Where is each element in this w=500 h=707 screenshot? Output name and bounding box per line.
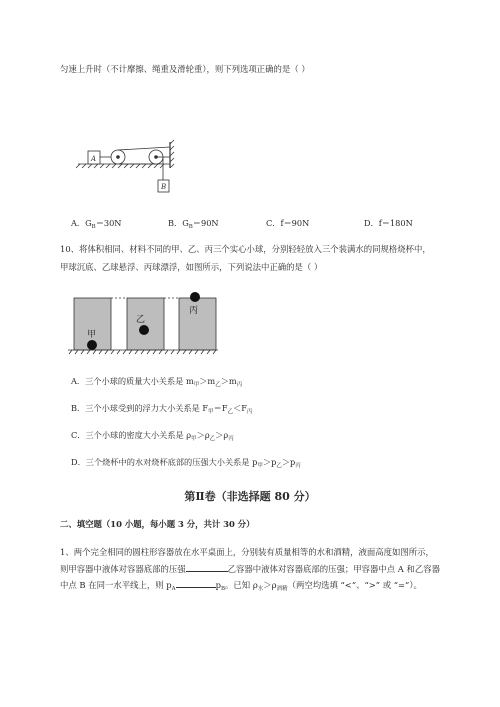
q1-line3: 中点 B 在同一水平线上，则 $p_A$ $p_B$。已知 $\rho_水>\rho_{酒精}$（两空均选填 “<”、“>” 或 “=”）。	[60, 580, 422, 592]
beaker-yi	[127, 298, 164, 350]
ball-bing	[190, 292, 200, 302]
q9-option-a[interactable]: A．$G_B=30N$	[71, 218, 122, 230]
q1-line1: 1、两个完全相同的圆柱形容器放在水平桌面上，分别装有质量相等的水和酒精，液面高度如图所示，	[60, 547, 434, 557]
svg-text:B: B	[161, 183, 167, 191]
ball-yi	[139, 325, 149, 335]
ball-jia	[87, 340, 97, 350]
q10-option-c[interactable]: C．三个小球的密度大小关系是 $\rho_甲>\rho_乙>\rho_丙$	[71, 430, 234, 442]
svg-text:乙: 乙	[136, 315, 146, 325]
fill-blank-header: 二、填空题（10 小题，每小题 3 分，共计 30 分）	[60, 519, 255, 529]
q10-option-b[interactable]: B．三个小球受到的浮力大小关系是 $F_甲=F_乙<F_丙$	[71, 403, 253, 415]
q10-option-d[interactable]: D．三个烧杯中的水对烧杯底部的压强大小关系是 $p_甲>p_乙>p_丙$	[71, 457, 301, 469]
answer-blank-1[interactable]	[186, 562, 228, 572]
q10-line1: 10、将体积相同、材料不同的甲、乙、丙三个实心小球，分别轻轻放入三个装满水的同规格烧杯中，	[60, 244, 431, 254]
q9-option-b[interactable]: B．$G_B=90N$	[168, 218, 219, 230]
question-intro-line: 匀速上升时（不计摩擦、绳重及滑轮重），则下列选项正确的是（ ）	[60, 64, 310, 74]
q9-option-d[interactable]: D．f＝180N	[364, 218, 413, 228]
q10-line2: 甲球沉底、乙球悬浮、丙球漂浮，如图所示，下列说法中正确的是（ ）	[60, 262, 323, 272]
svg-text:甲: 甲	[87, 330, 97, 340]
section-title: 第Ⅱ卷（非选择题 80 分）	[184, 490, 316, 503]
q9-option-c[interactable]: C．f＝90N	[266, 218, 310, 228]
beakers-figure	[68, 290, 218, 356]
answer-blank-2[interactable]	[176, 578, 216, 588]
svg-text:A: A	[91, 155, 97, 163]
svg-text:丙: 丙	[189, 306, 199, 316]
q10-option-a[interactable]: A．三个小球的质量大小关系是 $m_甲>m_乙>m_丙$	[71, 376, 243, 388]
pulley-figure	[78, 138, 188, 198]
q1-line2: 则甲容器中液体对容器底部的压强 乙容器中液体对容器底部的压强；甲容器中点 A 和乙容器	[60, 564, 440, 574]
